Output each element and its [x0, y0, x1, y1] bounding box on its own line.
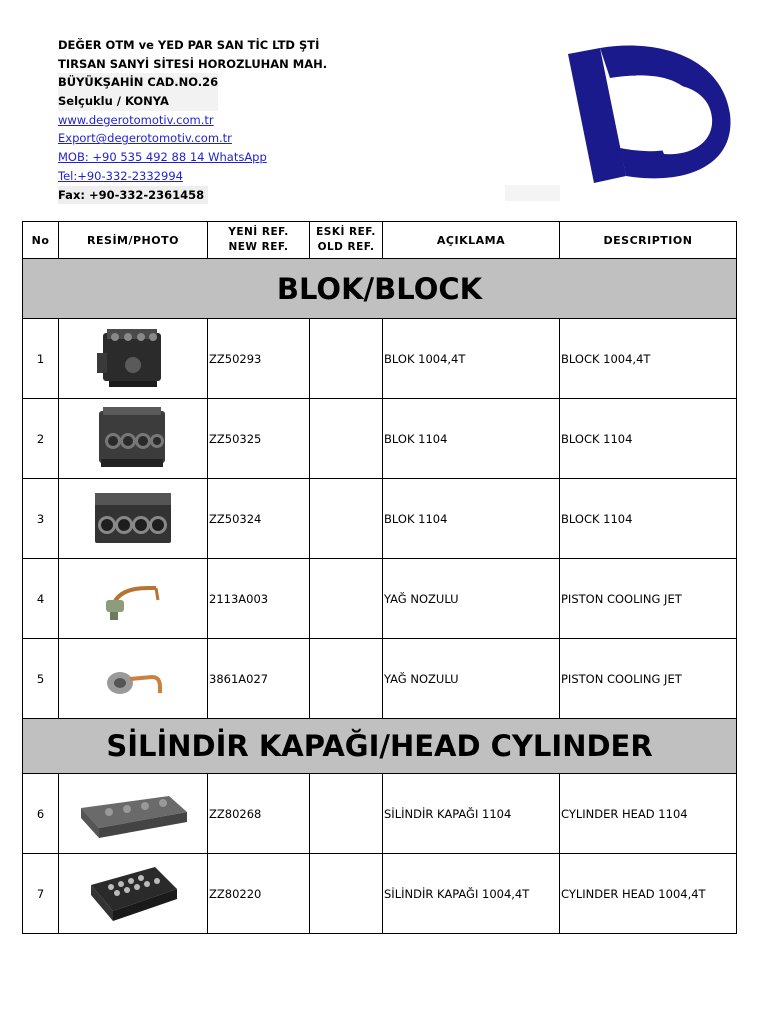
header-aciklama: AÇIKLAMA [383, 222, 560, 259]
header-new-ref-en: NEW REF. [228, 241, 289, 253]
row-description: BLOCK 1104 [560, 399, 737, 479]
header-photo: RESİM/PHOTO [59, 222, 208, 259]
row-old-ref [310, 559, 383, 639]
table-row [23, 399, 737, 479]
row-old-ref [310, 479, 383, 559]
table-row [23, 854, 737, 934]
row-new-ref: ZZ50293 [208, 319, 310, 399]
cooling-jet-photo [98, 657, 168, 701]
row-no: 5 [23, 639, 59, 719]
row-old-ref [310, 639, 383, 719]
table-row [23, 639, 737, 719]
row-description: CYLINDER HEAD 1004,4T [560, 854, 737, 934]
row-new-ref: ZZ80220 [208, 854, 310, 934]
header-new-ref [208, 222, 310, 259]
header-old-ref-tr: ESKİ REF. [316, 226, 376, 238]
section-title-block: BLOK/BLOCK [23, 259, 737, 319]
engine-block-photo [91, 485, 175, 553]
header-old-ref-en: OLD REF. [317, 241, 375, 253]
row-aciklama: BLOK 1104 [383, 399, 560, 479]
row-no: 3 [23, 479, 59, 559]
row-aciklama: BLOK 1004,4T [383, 319, 560, 399]
row-aciklama: BLOK 1104 [383, 479, 560, 559]
engine-block-photo [93, 323, 173, 395]
cylinder-head-photo [85, 861, 181, 927]
row-aciklama: YAĞ NOZULU [383, 559, 560, 639]
company-address-1: TIRSAN SANYİ SİTESİ HOROZLUHAN MAH. [58, 55, 218, 74]
section-title-head-cylinder: SİLİNDİR KAPAĞI/HEAD CYLINDER [23, 719, 737, 774]
row-new-ref: ZZ80268 [208, 774, 310, 854]
dc-logo-icon [560, 36, 736, 186]
row-no: 2 [23, 399, 59, 479]
company-name: DEĞER OTM ve YED PAR SAN TİC LTD ŞTİ [58, 36, 218, 55]
row-description: BLOCK 1104 [560, 479, 737, 559]
row-photo [59, 559, 208, 639]
row-photo [59, 774, 208, 854]
company-fax: Fax: +90-332-2361458 [58, 186, 208, 205]
row-description: CYLINDER HEAD 1104 [560, 774, 737, 854]
row-photo [59, 639, 208, 719]
row-no: 4 [23, 559, 59, 639]
row-no: 7 [23, 854, 59, 934]
header-no: No [23, 222, 59, 259]
cooling-jet-photo [98, 574, 168, 624]
row-old-ref [310, 319, 383, 399]
company-city: Selçuklu / KONYA [58, 92, 218, 111]
row-description: PISTON COOLING JET [560, 639, 737, 719]
row-photo [59, 319, 208, 399]
row-old-ref [310, 774, 383, 854]
section-row-head-cylinder [23, 719, 737, 774]
row-new-ref: 3861A027 [208, 639, 310, 719]
mobile-link[interactable]: MOB: +90 535 492 88 14 WhatsApp [58, 148, 218, 167]
table-header-row [23, 222, 737, 259]
header-description: DESCRIPTION [560, 222, 737, 259]
company-logo [560, 36, 736, 201]
row-no: 6 [23, 774, 59, 854]
engine-block-photo [93, 403, 173, 475]
cylinder-head-photo [73, 786, 193, 842]
email-link[interactable]: Export@degerotomotiv.com.tr [58, 129, 218, 148]
row-description: PISTON COOLING JET [560, 559, 737, 639]
table-row [23, 774, 737, 854]
row-new-ref: 2113A003 [208, 559, 310, 639]
row-old-ref [310, 399, 383, 479]
row-new-ref: ZZ50324 [208, 479, 310, 559]
row-description: BLOCK 1004,4T [560, 319, 737, 399]
tel-link[interactable]: Tel:+90-332-2332994 [58, 167, 218, 186]
row-aciklama: YAĞ NOZULU [383, 639, 560, 719]
header-old-ref [310, 222, 383, 259]
company-address-2: BÜYÜKŞAHİN CAD.NO.26 [58, 73, 218, 92]
row-no: 1 [23, 319, 59, 399]
row-old-ref [310, 854, 383, 934]
row-photo [59, 479, 208, 559]
table-row [23, 319, 737, 399]
row-new-ref: ZZ50325 [208, 399, 310, 479]
table-row [23, 559, 737, 639]
row-aciklama: SİLİNDİR KAPAĞI 1004,4T [383, 854, 560, 934]
website-link[interactable]: www.degerotomotiv.com.tr [58, 111, 218, 130]
row-photo [59, 399, 208, 479]
row-aciklama: SİLİNDİR KAPAĞI 1104 [383, 774, 560, 854]
row-photo [59, 854, 208, 934]
header-new-ref-tr: YENİ REF. [228, 226, 289, 238]
parts-catalog-table [22, 221, 737, 934]
company-header [58, 36, 328, 204]
section-row-block [23, 259, 737, 319]
table-row [23, 479, 737, 559]
